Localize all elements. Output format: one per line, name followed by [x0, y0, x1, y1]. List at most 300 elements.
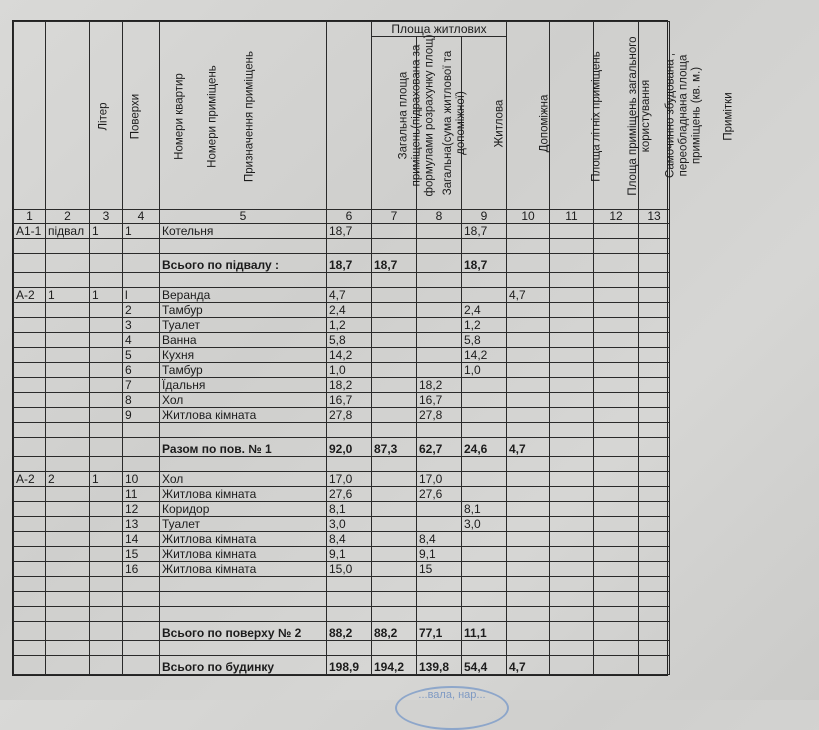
table-cell: [507, 254, 550, 273]
table-cell: [594, 273, 639, 288]
table-cell: [417, 363, 462, 378]
table-cell: [594, 641, 639, 656]
table-row: [14, 547, 670, 562]
table-cell: [14, 517, 46, 532]
table-cell: 18,7: [462, 254, 507, 273]
table-cell: [14, 577, 46, 592]
table-cell: [550, 656, 594, 675]
table-cell: [46, 318, 90, 333]
table-row: [14, 562, 670, 577]
table-cell: [372, 547, 417, 562]
table-cell: 12: [123, 502, 160, 517]
table-cell: Ванна: [160, 333, 327, 348]
table-cell: [90, 303, 123, 318]
table-cell: [639, 457, 670, 472]
table-cell: [550, 363, 594, 378]
table-cell: [160, 641, 327, 656]
table-cell: [160, 577, 327, 592]
table-cell: 9,1: [417, 547, 462, 562]
table-cell: [46, 457, 90, 472]
table-cell: 4: [123, 333, 160, 348]
table-cell: 27,6: [327, 487, 372, 502]
table-cell: [507, 378, 550, 393]
table-cell: [507, 318, 550, 333]
table-cell: [550, 607, 594, 622]
table-cell: [327, 592, 372, 607]
table-cell: 4,7: [507, 438, 550, 457]
col-header-label: Самочинно збудована , переобладнана площа приміщень (кв. м.): [664, 52, 703, 179]
col-header-label: Примітки: [722, 91, 735, 141]
table-cell: [372, 532, 417, 547]
table-cell: [372, 224, 417, 239]
table-row: [14, 408, 670, 423]
table-cell: 3,0: [327, 517, 372, 532]
table-cell: [46, 348, 90, 363]
table-cell: [417, 423, 462, 438]
table-cell: [507, 393, 550, 408]
table-cell: [639, 438, 670, 457]
table-cell: [90, 607, 123, 622]
table-cell: 1: [90, 288, 123, 303]
table-cell: [14, 303, 46, 318]
table-cell: [639, 472, 670, 487]
table-cell: [90, 348, 123, 363]
table-cell: [550, 472, 594, 487]
col-header-label: Поверхи: [129, 93, 142, 139]
table-cell: [550, 393, 594, 408]
table-cell: А1-1: [14, 224, 46, 239]
table-cell: [14, 318, 46, 333]
table-cell: [46, 487, 90, 502]
table-cell: [462, 408, 507, 423]
table-cell: [417, 318, 462, 333]
table-cell: [507, 517, 550, 532]
table-cell: [46, 622, 90, 641]
table-cell: [639, 562, 670, 577]
table-cell: [372, 592, 417, 607]
table-cell: [550, 224, 594, 239]
table-row: [14, 502, 670, 517]
table-cell: [90, 517, 123, 532]
table-cell: [90, 502, 123, 517]
table-cell: [462, 577, 507, 592]
table-cell: [14, 656, 46, 675]
table-cell: [639, 607, 670, 622]
subtotal-row: [14, 438, 670, 457]
table-cell: Всього по підвалу :: [160, 254, 327, 273]
table-cell: [14, 457, 46, 472]
table-cell: [550, 517, 594, 532]
table-cell: [594, 363, 639, 378]
table-cell: 62,7: [417, 438, 462, 457]
table-cell: [327, 457, 372, 472]
table-cell: Веранда: [160, 288, 327, 303]
table-cell: [372, 487, 417, 502]
table-cell: [14, 333, 46, 348]
table-cell: 18,2: [417, 378, 462, 393]
column-number: 11: [550, 210, 594, 224]
table-cell: [550, 333, 594, 348]
table-cell: [123, 656, 160, 675]
table-row: [14, 303, 670, 318]
table-cell: 9,1: [327, 547, 372, 562]
subtotal-row: [14, 254, 670, 273]
table-cell: Житлова кімната: [160, 562, 327, 577]
room-area-table: [13, 21, 735, 675]
table-cell: [550, 622, 594, 641]
table-cell: [90, 641, 123, 656]
table-cell: [550, 288, 594, 303]
table-cell: 1: [90, 472, 123, 487]
table-cell: 54,4: [462, 656, 507, 675]
table-cell: 8,1: [462, 502, 507, 517]
table-cell: [639, 303, 670, 318]
column-number: 4: [123, 210, 160, 224]
table-cell: [46, 577, 90, 592]
table-cell: [550, 547, 594, 562]
table-cell: Всього по поверху № 2: [160, 622, 327, 641]
table-cell: Всього по будинку: [160, 656, 327, 675]
table-cell: [46, 438, 90, 457]
table-cell: [550, 273, 594, 288]
table-cell: [507, 592, 550, 607]
table-cell: [594, 318, 639, 333]
table-cell: [46, 393, 90, 408]
table-cell: 17,0: [327, 472, 372, 487]
table-cell: 27,8: [417, 408, 462, 423]
table-row: [14, 393, 670, 408]
empty-row: [14, 641, 670, 656]
table-cell: [507, 547, 550, 562]
table-cell: Тамбур: [160, 303, 327, 318]
table-cell: [639, 547, 670, 562]
table-cell: [46, 408, 90, 423]
table-cell: [90, 318, 123, 333]
table-cell: [507, 472, 550, 487]
col-header-label: Номери квартир: [173, 72, 186, 160]
table-cell: [160, 592, 327, 607]
table-cell: [462, 547, 507, 562]
table-cell: [46, 532, 90, 547]
table-cell: [594, 438, 639, 457]
table-cell: [462, 592, 507, 607]
table-cell: [507, 577, 550, 592]
table-cell: 17,0: [417, 472, 462, 487]
table-row: [14, 472, 670, 487]
table-cell: [639, 239, 670, 254]
column-number: 5: [160, 210, 327, 224]
table-cell: [417, 577, 462, 592]
table-cell: [417, 303, 462, 318]
table-cell: [507, 502, 550, 517]
table-cell: [594, 288, 639, 303]
table-cell: [123, 607, 160, 622]
table-cell: [462, 607, 507, 622]
table-cell: [372, 607, 417, 622]
table-cell: [594, 408, 639, 423]
table-cell: 18,7: [327, 254, 372, 273]
table-cell: [160, 607, 327, 622]
column-number: 12: [594, 210, 639, 224]
table-cell: [90, 577, 123, 592]
column-number: 9: [462, 210, 507, 224]
table-cell: [594, 393, 639, 408]
col-header-label: Номери приміщень: [206, 64, 219, 168]
col-header-total-area: [327, 22, 436, 210]
table-cell: 11: [123, 487, 160, 502]
table-cell: [372, 577, 417, 592]
table-cell: [372, 273, 417, 288]
table-cell: [372, 562, 417, 577]
table-cell: [507, 363, 550, 378]
table-cell: А-2: [14, 472, 46, 487]
table-cell: [639, 378, 670, 393]
table-cell: 8,4: [327, 532, 372, 547]
table-cell: [594, 303, 639, 318]
table-cell: 1,0: [462, 363, 507, 378]
table-cell: 14,2: [327, 348, 372, 363]
table-cell: [90, 438, 123, 457]
table-cell: 7: [123, 378, 160, 393]
table-cell: [550, 532, 594, 547]
table-cell: [123, 592, 160, 607]
table-cell: [594, 502, 639, 517]
table-cell: [417, 517, 462, 532]
table-cell: [507, 457, 550, 472]
table-cell: [123, 641, 160, 656]
empty-row: [14, 423, 670, 438]
table-cell: 18,7: [327, 224, 372, 239]
table-cell: [550, 562, 594, 577]
table-cell: 24,6: [462, 438, 507, 457]
table-cell: [372, 378, 417, 393]
table-cell: [462, 288, 507, 303]
table-cell: 87,3: [372, 438, 417, 457]
table-cell: [14, 607, 46, 622]
subtotal-row: [14, 656, 670, 675]
table-cell: [462, 457, 507, 472]
table-cell: [417, 254, 462, 273]
table-cell: [507, 641, 550, 656]
table-cell: [639, 224, 670, 239]
table-cell: [594, 333, 639, 348]
table-cell: [417, 224, 462, 239]
table-cell: Житлова кімната: [160, 547, 327, 562]
table-cell: [372, 517, 417, 532]
table-cell: [417, 273, 462, 288]
table-cell: [417, 333, 462, 348]
table-cell: [594, 348, 639, 363]
table-cell: [372, 288, 417, 303]
table-cell: [550, 457, 594, 472]
table-cell: 4,7: [507, 288, 550, 303]
col-header-label: Площа приміщень загального користування: [627, 35, 652, 196]
table-cell: [417, 592, 462, 607]
table-cell: [462, 273, 507, 288]
table-cell: [639, 622, 670, 641]
table-cell: 1: [46, 288, 90, 303]
table-cell: 9: [123, 408, 160, 423]
table-cell: [14, 254, 46, 273]
table-row: [14, 288, 670, 303]
table-cell: [639, 656, 670, 675]
table-cell: 88,2: [327, 622, 372, 641]
table-cell: [507, 607, 550, 622]
table-cell: [46, 363, 90, 378]
table-cell: [14, 547, 46, 562]
column-number: 13: [639, 210, 670, 224]
table-cell: 3: [123, 318, 160, 333]
table-cell: 5,8: [327, 333, 372, 348]
table-cell: [372, 303, 417, 318]
table-cell: Тамбур: [160, 363, 327, 378]
table-cell: [46, 562, 90, 577]
table-cell: [123, 239, 160, 254]
table-cell: 18,7: [372, 254, 417, 273]
table-cell: 1: [90, 224, 123, 239]
table-cell: А-2: [14, 288, 46, 303]
table-cell: 194,2: [372, 656, 417, 675]
table-cell: [639, 363, 670, 378]
column-number: 10: [507, 210, 550, 224]
table-cell: [639, 408, 670, 423]
table-cell: [639, 423, 670, 438]
table-cell: [372, 393, 417, 408]
col-group-header-living-area: Площа житлових: [372, 22, 507, 37]
table-cell: [14, 641, 46, 656]
table-cell: [14, 239, 46, 254]
table-cell: [639, 254, 670, 273]
table-cell: [462, 239, 507, 254]
table-cell: [417, 457, 462, 472]
table-cell: [90, 239, 123, 254]
table-cell: [594, 254, 639, 273]
table-cell: 1,2: [327, 318, 372, 333]
col-header-label: Допоміжна: [538, 94, 551, 153]
table-cell: [639, 288, 670, 303]
table-cell: [160, 273, 327, 288]
table-cell: [594, 607, 639, 622]
table-cell: підвал: [46, 224, 90, 239]
table-cell: Житлова кімната: [160, 532, 327, 547]
table-cell: [372, 348, 417, 363]
table-cell: [14, 393, 46, 408]
table-cell: [90, 393, 123, 408]
table-cell: [46, 547, 90, 562]
table-cell: Хол: [160, 393, 327, 408]
table-cell: Житлова кімната: [160, 487, 327, 502]
table-cell: [372, 408, 417, 423]
table-cell: 8: [123, 393, 160, 408]
table-cell: 14,2: [462, 348, 507, 363]
table-cell: 27,8: [327, 408, 372, 423]
table-cell: 14: [123, 532, 160, 547]
table-cell: [90, 656, 123, 675]
table-cell: [46, 641, 90, 656]
table-cell: [160, 457, 327, 472]
table-cell: [90, 333, 123, 348]
table-cell: [507, 562, 550, 577]
table-cell: [14, 592, 46, 607]
table-cell: [550, 641, 594, 656]
table-cell: [90, 273, 123, 288]
col-header-liter: [14, 22, 110, 210]
subtotal-row: [14, 622, 670, 641]
table-cell: [594, 457, 639, 472]
table-cell: 16,7: [327, 393, 372, 408]
table-cell: 11,1: [462, 622, 507, 641]
table-cell: Хол: [160, 472, 327, 487]
table-cell: [90, 532, 123, 547]
table-cell: 10: [123, 472, 160, 487]
table-row: [14, 348, 670, 363]
column-number-row: [14, 210, 670, 224]
table-cell: [462, 378, 507, 393]
table-cell: Житлова кімната: [160, 408, 327, 423]
table-cell: l: [123, 288, 160, 303]
table-cell: 1,2: [462, 318, 507, 333]
table-cell: [14, 622, 46, 641]
table-cell: [550, 254, 594, 273]
table-cell: [594, 378, 639, 393]
table-cell: [594, 224, 639, 239]
table-row: [14, 318, 670, 333]
table-cell: [14, 438, 46, 457]
table-cell: 5,8: [462, 333, 507, 348]
table-cell: [327, 423, 372, 438]
table-cell: [90, 622, 123, 641]
column-number: 6: [327, 210, 372, 224]
table-cell: [123, 273, 160, 288]
table-cell: [507, 303, 550, 318]
table-cell: [594, 532, 639, 547]
column-number: 3: [90, 210, 123, 224]
table-cell: 6: [123, 363, 160, 378]
table-cell: [507, 333, 550, 348]
table-cell: [417, 641, 462, 656]
col-header-label: Житлова: [493, 99, 506, 148]
table-cell: Туалет: [160, 517, 327, 532]
table-cell: [372, 457, 417, 472]
table-cell: [372, 363, 417, 378]
empty-row: [14, 592, 670, 607]
table-cell: [417, 239, 462, 254]
table-cell: 8,1: [327, 502, 372, 517]
table-cell: [372, 472, 417, 487]
table-cell: 92,0: [327, 438, 372, 457]
table-cell: [507, 532, 550, 547]
table-cell: [639, 333, 670, 348]
table-cell: [14, 378, 46, 393]
table-cell: Котельня: [160, 224, 327, 239]
table-cell: 139,8: [417, 656, 462, 675]
table-row: [14, 517, 670, 532]
table-cell: [594, 562, 639, 577]
table-row: [14, 363, 670, 378]
table-cell: [639, 532, 670, 547]
table-cell: [372, 423, 417, 438]
table-cell: [550, 438, 594, 457]
empty-row: [14, 273, 670, 288]
table-cell: [639, 592, 670, 607]
table-cell: 1,0: [327, 363, 372, 378]
table-cell: [123, 457, 160, 472]
table-cell: 198,9: [327, 656, 372, 675]
col-header-label: Літер: [97, 101, 110, 131]
table-cell: [417, 502, 462, 517]
table-cell: [14, 273, 46, 288]
table-cell: 3,0: [462, 517, 507, 532]
